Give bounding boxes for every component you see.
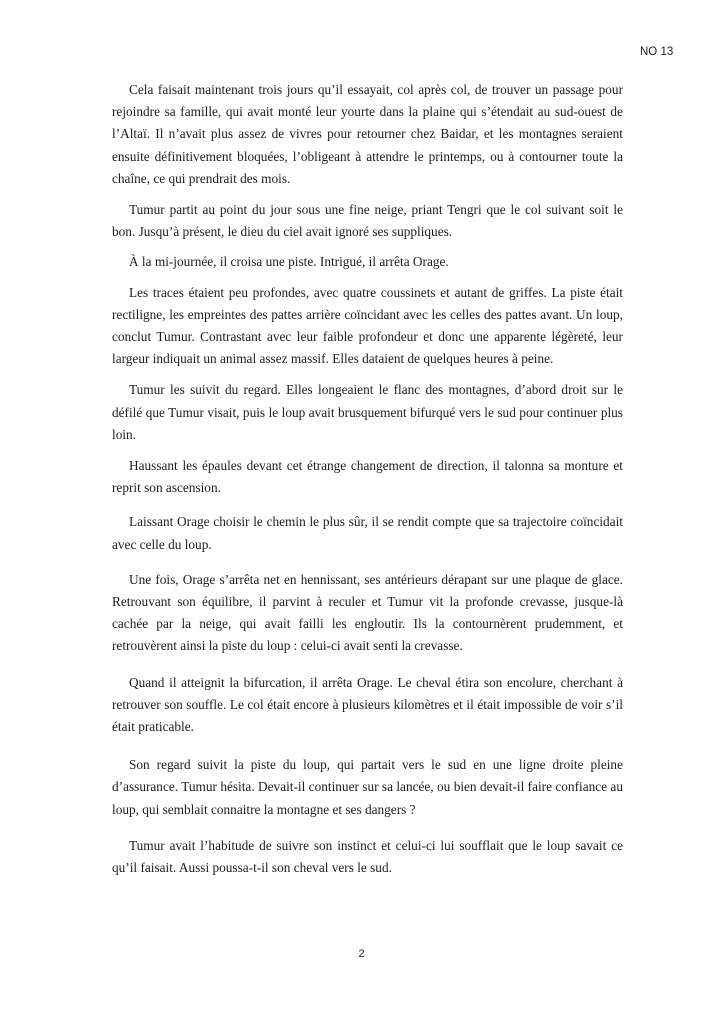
paragraph: Son regard suivit la piste du loup, qui partait vers le sud en une ligne droite pleine d’assurance. Tumur hésita. Devait-il continuer sur sa lancée, ou bien devait-il faire confiance au loup, qui semblait connaitre la montagne et ses dangers ? [112,757,623,817]
page-code: NO 13 [640,46,674,58]
page-number: 2 [358,948,365,960]
paragraph: Tumur avait l’habitude de suivre son instinct et celui-ci lui soufflait que le loup savait ce qu’il faisait. Aussi poussa-t-il son cheval vers le sud. [112,837,623,876]
body-text [112,79,623,879]
paragraph: Laissant Orage choisir le chemin le plus sûr, il se rendit compte que sa trajectoire coïncidait avec celle du loup. [112,514,623,552]
paragraph: Quand il atteignit la bifurcation, il arrêta Orage. Le cheval étira son encolure, cherchant à retrouver son souffle. Le col était encore à plusieurs kilomètres et il était impossible de voir s’il était praticable. [112,674,623,735]
paragraph: Haussant les épaules devant cet étrange changement de direction, il talonna sa monture et reprit son ascension. [112,458,623,496]
paragraph: Les traces étaient peu profondes, avec quatre coussinets et autant de griffes. La piste était rectiligne, les empreintes des pattes arrière coïncidant avec les celles des pattes avant. Un loup, conclut Tumur. Contrastant avec leur faible profondeur et donc une apparente légèreté, leur largeur indiquait un animal assez massif. Elles dataient de quelques heures à peine. [112,284,623,367]
paragraph: Cela faisait maintenant trois jours qu’il essayait, col après col, de trouver un passage pour rejoindre sa famille, qui avait monté leur yourte dans la plaine qui s’étendait au sud-ouest de l’Altaï. Il n’avait plus assez de vivres pour retourner chez Baidar, et les montagnes seraient ensuite définitivement bloquées, l’obligeant à attendre le printemps, ou à contourner toute la chaîne, ce qui prendrait des mois. [112,82,623,186]
paragraph: Tumur les suivit du regard. Elles longeaient le flanc des montagnes, d’abord droit sur le défilé que Tumur visait, puis le loup avait brusquement bifurqué vers le sud pour continuer plus loin. [112,382,623,442]
paragraph: À la mi-journée, il croisa une piste. Intrigué, il arrêta Orage. [129,254,449,270]
paragraph: Une fois, Orage s’arrêta net en hennissant, ses antérieurs dérapant sur une plaque de glace. Retrouvant son équilibre, il parvint à reculer et Tumur vit la profonde crevasse, jusque-là cachée par la neige, qui avait failli les engloutir. Ils la contournèrent prudemment, et retrouvèrent ainsi la piste du loup : celui-ci avait senti la crevasse. [112,571,623,654]
paragraph: Tumur partit au point du jour sous une fine neige, priant Tengri que le col suivant soit le bon. Jusqu’à présent, le dieu du ciel avait ignoré ses suppliques. [112,202,623,240]
